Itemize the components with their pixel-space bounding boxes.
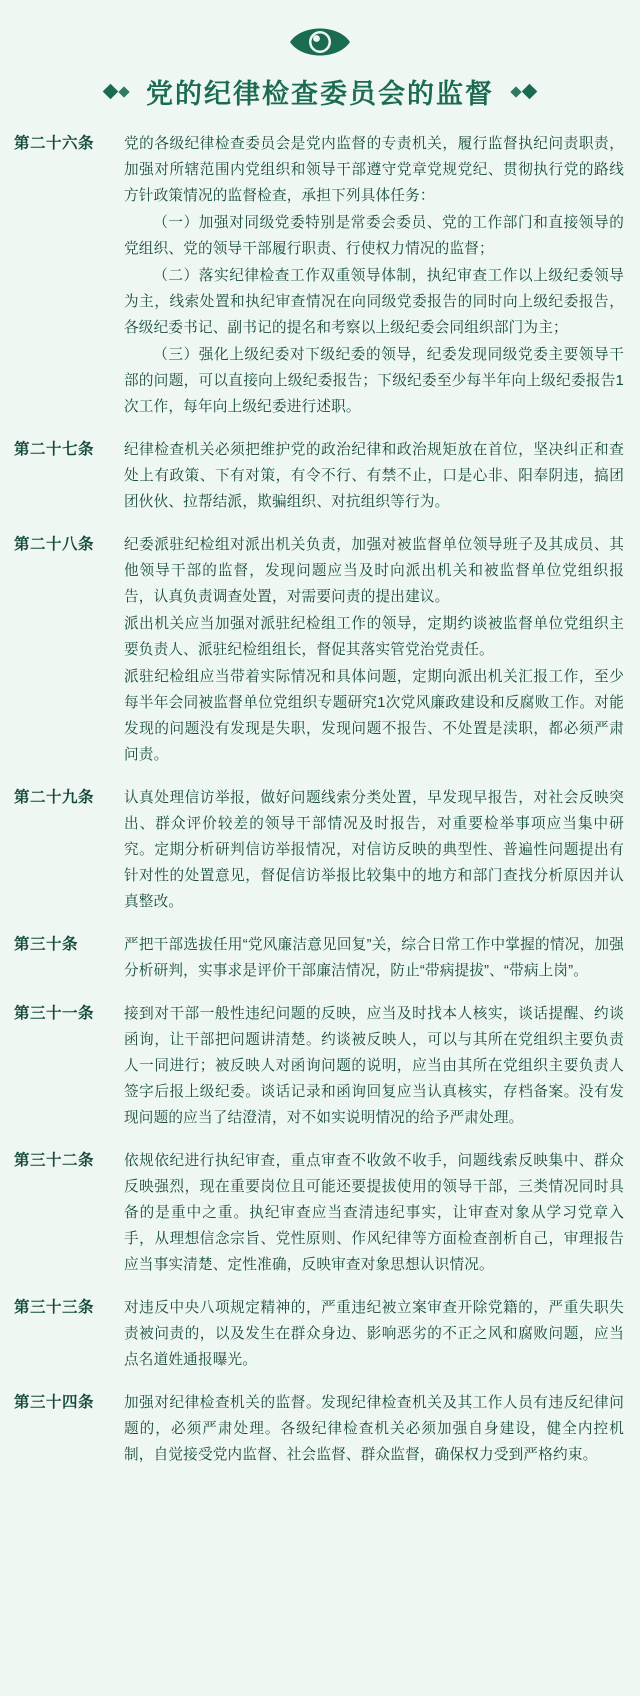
article-item xyxy=(14,932,624,984)
article-label: 第二十八条 xyxy=(14,536,95,553)
article-item xyxy=(14,1148,624,1278)
articles-list xyxy=(0,127,640,1468)
article-label: 第三十三条 xyxy=(14,1299,95,1316)
article-body xyxy=(124,1001,624,1131)
article-item xyxy=(14,437,624,515)
article-label: 第二十九条 xyxy=(14,789,95,806)
article-label: 第三十二条 xyxy=(14,1152,95,1169)
article-label: 第三十条 xyxy=(14,936,79,953)
article-label: 第三十四条 xyxy=(14,1394,95,1411)
article-label: 第二十六条 xyxy=(14,135,95,152)
eye-icon xyxy=(286,22,354,62)
article-paragraph: （一）加强对同级党委特别是常委会委员、党的工作部门和直接领导的党组织、党的领导干部履行职责、行使权力情况的监督； xyxy=(124,215,624,257)
article-item xyxy=(14,532,624,768)
article-paragraph: 派驻纪检组应当带着实际情况和具体问题，定期向派出机关汇报工作，至少每半年会同被监督单位党组织专题研究1次党风廉政建设和反腐败工作。对能发现的问题没有发现是失职，发现问题不报告、不处置是渎职，都必须严肃问责。 xyxy=(124,669,624,763)
article-item xyxy=(14,131,624,420)
article-paragraph: 纪委派驻纪检组对派出机关负责，加强对被监督单位领导班子及其成员、其他领导干部的监督，发现问题应当及时向派出机关和被监督单位党组织报告，认真负责调查处置，对需要问责的提出建议。 xyxy=(124,537,624,605)
article-item xyxy=(14,1295,624,1373)
diamond-ornament-left xyxy=(105,86,128,97)
article-paragraph: （二）落实纪律检查工作双重领导体制，执纪审查工作以上级纪委领导为主，线索处置和执纪审查情况在向同级党委报告的同时向上级纪委报告，各级纪委书记、副书记的提名和考察以上级纪委会同组织部门为主； xyxy=(124,268,624,336)
article-paragraph: 加强对纪律检查机关的监督。发现纪律检查机关及其工作人员有违反纪律问题的，必须严肃处理。各级纪律检查机关必须加强自身建设，健全内控机制，自觉接受党内监督、社会监督、群众监督，确保权力受到严格约束。 xyxy=(124,1395,624,1463)
article-body xyxy=(124,932,624,984)
diamond-ornament-right xyxy=(512,86,535,97)
title-row xyxy=(0,72,640,111)
article-body xyxy=(124,1390,624,1468)
article-item xyxy=(14,785,624,915)
article-paragraph: 严把干部选拔任用“党风廉洁意见回复”关，综合日常工作中掌握的情况，加强分析研判，实事求是评价干部廉洁情况，防止“带病提拔”、“带病上岗”。 xyxy=(124,937,624,979)
page-title: 党的纪律检查委员会的监督 xyxy=(146,79,494,109)
article-item xyxy=(14,1001,624,1131)
article-paragraph: 接到对干部一般性违纪问题的反映，应当及时找本人核实，谈话提醒、约谈函询，让干部把问题讲清楚。约谈被反映人，可以与其所在党组织主要负责人一同进行；被反映人对函询问题的说明，应当由其所在党组织主要负责人签字后报上级纪委。谈话记录和函询回复应当认真核实，存档备案。没有发现问题的应当了结澄清，对不如实说明情况的给予严肃处理。 xyxy=(124,1006,624,1126)
article-paragraph: 认真处理信访举报，做好问题线索分类处置，早发现早报告，对社会反映突出、群众评价较差的领导干部情况及时报告，对重要检举事项应当集中研究。定期分析研判信访举报情况，对信访反映的典型性、普遍性问题提出有针对性的处置意见，督促信访举报比较集中的地方和部门查找分析原因并认真整改。 xyxy=(124,790,624,910)
article-body xyxy=(124,1295,624,1373)
article-label: 第二十七条 xyxy=(14,441,95,458)
article-body xyxy=(124,1148,624,1278)
article-paragraph: （三）强化上级纪委对下级纪委的领导，纪委发现同级党委主要领导干部的问题，可以直接向上级纪委报告；下级纪委至少每半年向上级纪委报告1次工作，每年向上级纪委进行述职。 xyxy=(124,347,624,415)
article-paragraph: 纪律检查机关必须把维护党的政治纪律和政治规矩放在首位，坚决纠正和查处上有政策、下有对策，有令不行、有禁不止，口是心非、阳奉阴违，搞团团伙伙、拉帮结派，欺骗组织、对抗组织等行为。 xyxy=(124,442,624,510)
article-paragraph: 依规依纪进行执纪审查，重点审查不收敛不收手，问题线索反映集中、群众反映强烈，现在重要岗位且可能还要提拔使用的领导干部，三类情况同时具备的是重中之重。执纪审查应当查清违纪事实，让审查对象从学习党章入手，从理想信念宗旨、党性原则、作风纪律等方面检查剖析自己，审理报告应当事实清楚、定性准确，反映审查对象思想认识情况。 xyxy=(124,1153,624,1273)
article-body xyxy=(124,437,624,515)
document-header xyxy=(0,0,640,111)
article-body xyxy=(124,131,624,420)
article-label: 第三十一条 xyxy=(14,1005,95,1022)
article-item xyxy=(14,1390,624,1468)
article-paragraph: 对违反中央八项规定精神的，严重违纪被立案审查开除党籍的，严重失职失责被问责的，以及发生在群众身边、影响恶劣的不正之风和腐败问题，应当点名道姓通报曝光。 xyxy=(124,1300,624,1368)
article-body xyxy=(124,532,624,768)
article-body xyxy=(124,785,624,915)
article-paragraph: 党的各级纪律检查委员会是党内监督的专责机关，履行监督执纪问责职责，加强对所辖范围内党组织和领导干部遵守党章党规党纪、贯彻执行党的路线方针政策情况的监督检查，承担下列具体任务： xyxy=(124,136,624,204)
article-paragraph: 派出机关应当加强对派驻纪检组工作的领导，定期约谈被监督单位党组织主要负责人、派驻纪检组组长，督促其落实管党治党责任。 xyxy=(124,616,624,658)
